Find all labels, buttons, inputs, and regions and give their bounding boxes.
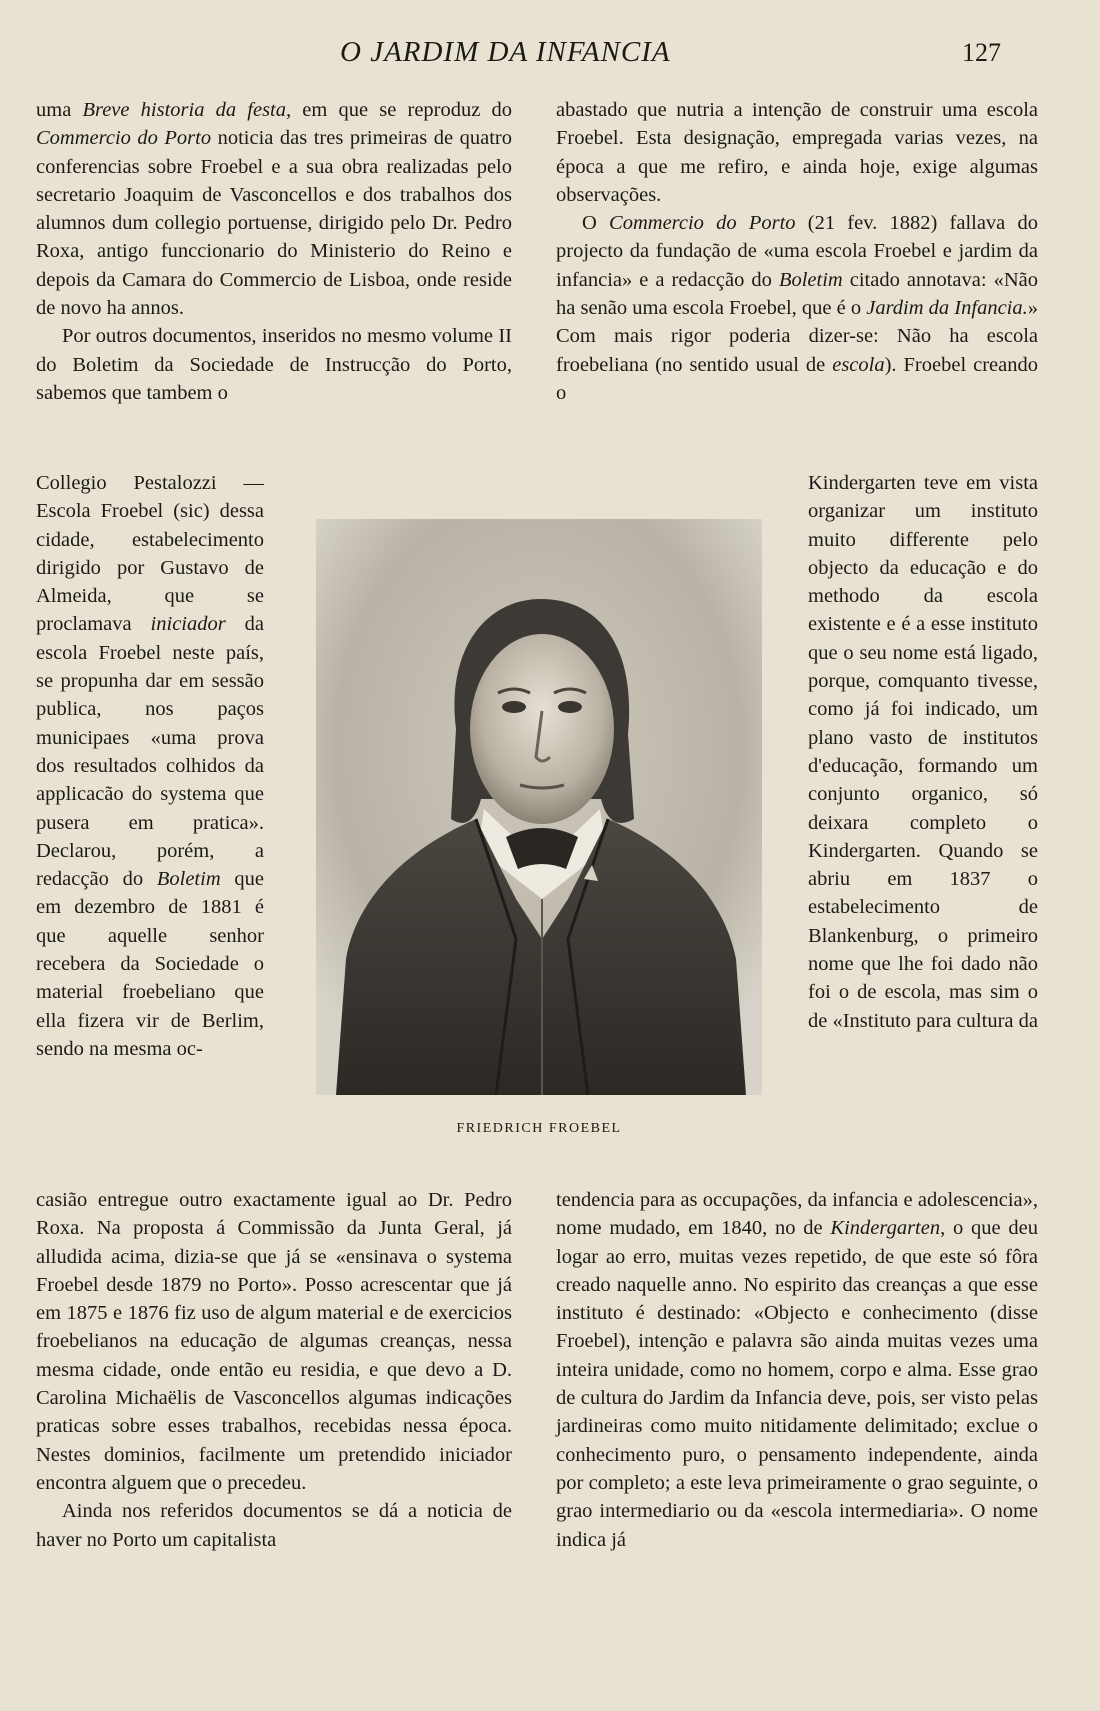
page-number: 127	[962, 38, 1001, 67]
portrait-figure	[316, 519, 762, 1095]
figure-caption: FRIEDRICH FROEBEL	[456, 1121, 622, 1136]
right-eye	[558, 701, 582, 713]
left-column-narrow	[36, 469, 264, 1063]
paragraph: Collegio Pestalozzi —Escola Froebel (sic) dessa cidade, estabelecimento dirigido por Gustavo de Almeida, que se proclamava iniciador da escola Froebel neste país, se propunha dar em sessão publica, nos paços municipaes «uma prova dos resultados colhidos da applicacão do systema que pusera em pratica». Declarou, porém, a redacção do Boletim que em dezembro de 1881 é que aquelle senhor recebera da Sociedade o material froebeliano que ella fizera vir de Berlim, sendo na mesma oc-	[36, 472, 264, 1060]
portrait-illustration	[316, 519, 762, 1095]
page-header	[0, 36, 1100, 76]
running-title: O JARDIM DA INFANCIA	[340, 36, 671, 68]
left-eye	[502, 701, 526, 713]
face	[470, 634, 614, 824]
left-column-bottom	[36, 1186, 512, 1554]
paragraph: uma Breve historia da festa, em que se reproduz do Commercio do Porto noticia das tres primeiras de quatro conferencias sobre Froebel e a sua obra realizadas pelo secretario Joaquim de Vasconcellos e dos trabalhos dos alumnos dum collegio portuense, dirigido pelo Dr. Pedro Roxa, antigo funccionario do Ministerio do Reino e depois da Camara do Commercio de Lisboa, onde reside de novo ha annos.	[36, 99, 513, 320]
paragraph: O Commercio do Porto (21 fev. 1882) fallava do projecto da fundação de «uma escola Froebel e jardim da infancia» e a redacção do Boletim citado annotava: «Não ha senão uma escola Froebel, que é o Jardim da Infancia.» Com mais rigor poderia dizer-se: Não ha escola froebeliana (no sentido usual de escola). Froebel creando o	[556, 212, 1039, 404]
paragraph: abastado que nutria a intenção de construir uma escola Froebel. Esta designação, empregada varias vezes, na época a que me refiro, e ainda hoje, exige algumas observações.	[556, 99, 1038, 206]
cravat	[506, 828, 578, 869]
left-column-top	[36, 96, 512, 407]
right-column-bottom	[556, 1186, 1038, 1554]
paragraph: Ainda nos referidos documentos se dá a noticia de haver no Porto um capitalista	[36, 1500, 512, 1551]
right-column-narrow	[808, 469, 1038, 1035]
paragraph: casião entregue outro exactamente igual ao Dr. Pedro Roxa. Na proposta á Commissão da Junta Geral, já alludida acima, dizia-se que já se «ensinava o systema Froebel desde 1879 no Porto». Posso acrescentar que já em 1875 e 1876 fiz uso de algum material e de exercicios froebelianos na educação de algumas creanças, nessa mesma cidade, onde então eu residia, e que devo a D. Carolina Michaëlis de Vasconcellos algumas indicações praticas sobre esses trabalhos, recebidas nessa época. Nestes dominios, facilmente um pretendido iniciador encontra alguem que o precedeu.	[36, 1189, 512, 1494]
paragraph: Por outros documentos, inseridos no mesmo volume II do Boletim da Sociedade de Instrucção do Porto, sabemos que tambem o	[36, 325, 512, 404]
right-column-top	[556, 96, 1038, 407]
paragraph: Kindergarten teve em vista organizar um instituto muito differente pelo objecto da educação e do methodo da escola existente e é a esse instituto que o seu nome está ligado, porque, comquanto tivesse, como já foi indicado, um plano vasto de institutos d'educação, formando um conjunto organico, só deixara completo o Kindergarten. Quando se abriu em 1837 o estabelecimento de Blankenburg, o primeiro nome que lhe foi dado não foi o de escola, mas sim o de «Instituto para cultura da	[808, 472, 1038, 1032]
paragraph: tendencia para as occupações, da infancia e adolescencia», nome mudado, em 1840, no de Kindergarten, o que deu logar ao erro, muitas vezes repetido, de que este só fôra creado naquelle anno. No espirito das creanças a que esse instituto é destinado: «Objecto e conhecimento (disse Froebel), intenção e palavra são ainda muitas vezes uma inteira unidade, como no homem, corpo e alma. Esse grao de cultura do Jardim da Infancia deve, pois, ser visto pelas jardineiras como muito nitidamente delimitado; exclue o conhecimento puro, o pensamento independente, ainda por completo; a este leva primeiramente o grao seguinte, o grao intermediario ou da «escola intermediaria». O nome indica já	[556, 1189, 1039, 1551]
